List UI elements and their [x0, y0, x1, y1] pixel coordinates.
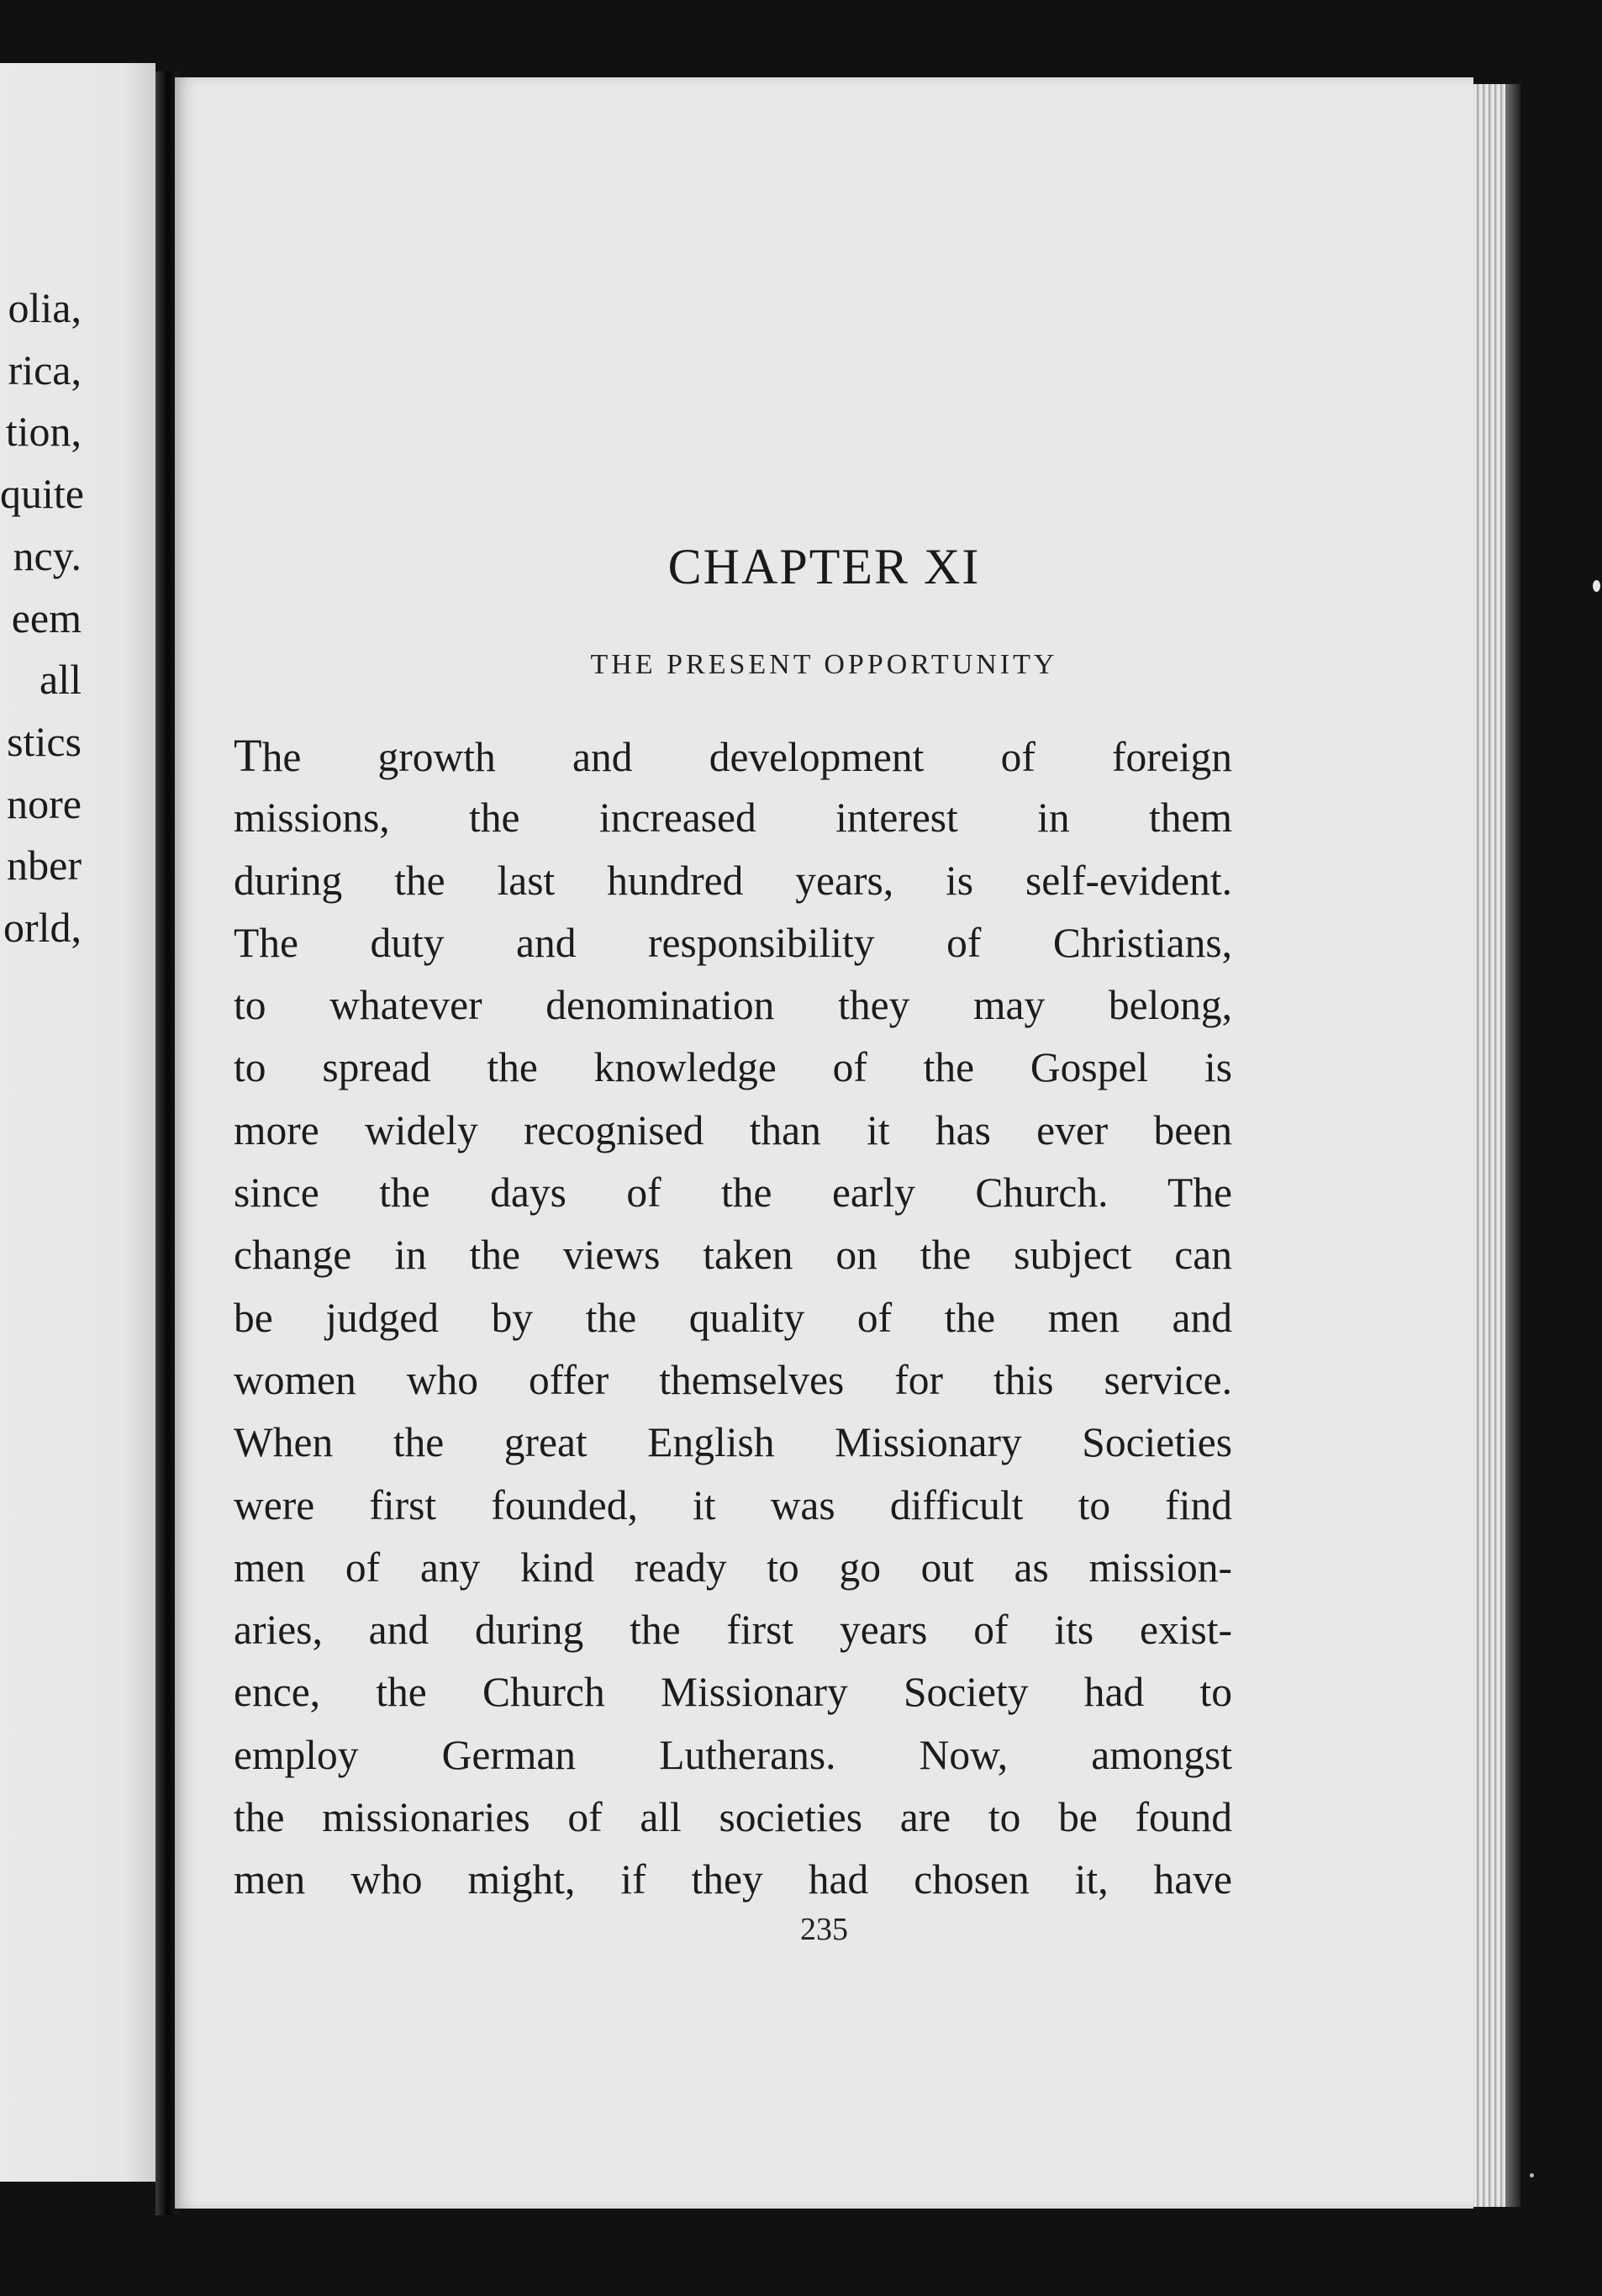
body-line: men who might, if they had chosen it, have: [234, 1856, 1232, 1903]
page-number: 235: [800, 1912, 848, 1947]
body-line: more widely recognised than it has ever been: [234, 1106, 1232, 1153]
body-line: When the great English Missionary Societies: [234, 1419, 1232, 1466]
page-edge-shadow: [1505, 84, 1520, 2207]
left-page-line: tion,: [5, 408, 82, 456]
left-page-line: stics: [7, 717, 82, 765]
left-page-line: rica,: [8, 346, 82, 393]
left-page-line: olia,: [8, 284, 82, 331]
left-page-line: quite: [0, 470, 84, 518]
scan-speck: [1593, 580, 1600, 592]
scan-speck: [1530, 2173, 1534, 2177]
body-line: The duty and responsibility of Christians,: [234, 919, 1232, 966]
chapter-title: CHAPTER XI: [667, 539, 981, 594]
left-page-line: orld,: [3, 904, 82, 952]
body-line: to spread the knowledge of the Gospel is: [234, 1044, 1232, 1091]
body-line: aries, and during the first years of its exist-: [234, 1607, 1232, 1654]
left-page-line: nore: [7, 779, 82, 827]
left-page-line: nber: [7, 842, 82, 889]
left-facing-page: [0, 63, 155, 2182]
body-line: The growth and development of foreign: [234, 730, 1232, 781]
body-line: missions, the increased interest in them: [234, 794, 1232, 842]
body-line: change in the views taken on the subject can: [234, 1232, 1232, 1279]
body-line: the missionaries of all societies are to be found: [234, 1794, 1232, 1841]
body-line: men of any kind ready to go out as mission-: [234, 1544, 1232, 1591]
body-line: ence, the Church Missionary Society had to: [234, 1669, 1232, 1716]
body-line: since the days of the early Church. The: [234, 1169, 1232, 1217]
body-line: employ German Lutherans. Now, amongst: [234, 1731, 1232, 1778]
page-edge-stack: [1473, 84, 1505, 2207]
chapter-subtitle: THE PRESENT OPPORTUNITY: [590, 649, 1058, 680]
left-page-line: eem: [11, 594, 82, 641]
body-line: women who offer themselves for this service.: [234, 1356, 1232, 1403]
left-page-line: all: [40, 656, 82, 704]
left-page-text: [0, 277, 82, 959]
body-line: were first founded, it was difficult to find: [234, 1481, 1232, 1528]
body-line: be judged by the quality of the men and: [234, 1294, 1232, 1341]
chapter-body: [234, 725, 1232, 1912]
body-line: to whatever denomination they may belong,: [234, 982, 1232, 1029]
left-page-line: ncy.: [13, 531, 82, 579]
body-line: during the last hundred years, is self-evident.: [234, 857, 1232, 904]
